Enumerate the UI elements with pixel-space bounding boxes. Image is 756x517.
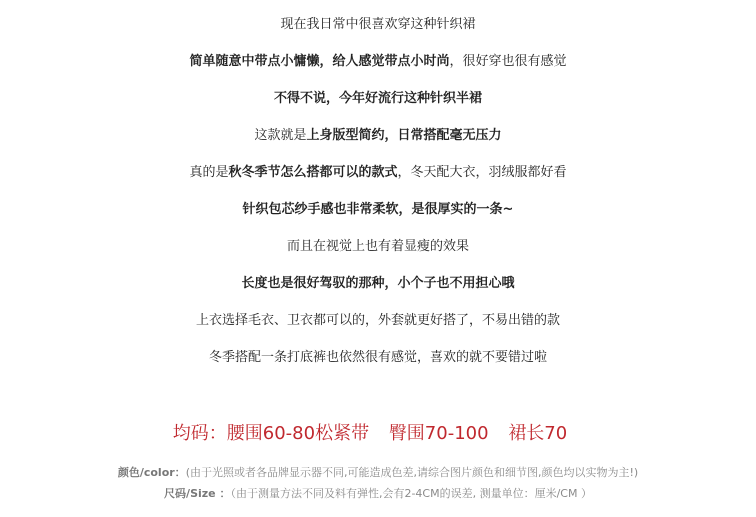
line-text: 现在我日常中很喜欢穿这种针织裙 [280, 17, 476, 32]
line-text: 上衣选择毛衣、卫衣都可以的，外套就更好搭了，不易出错的款 [195, 313, 560, 328]
line-text: 这款就是 [254, 128, 307, 143]
description-line [0, 126, 756, 146]
line-text-bold: 不得不说，今年好流行这种针织半裙 [273, 91, 482, 106]
line-text: 真的是 [189, 165, 229, 180]
color-note-label: 颜色/color： [117, 466, 186, 479]
line-text-bold: 简单随意中带点小慵懒，给人感觉带点小时尚 [189, 54, 450, 69]
line-text: 冬季搭配一条打底裤也依然很有感觉，喜欢的就不要错过啦 [208, 350, 547, 365]
description-line [0, 89, 756, 109]
description-line [0, 237, 756, 257]
description-line [0, 348, 756, 368]
description-line [0, 274, 756, 294]
size-note [0, 486, 756, 502]
size-note-label: 尺码/Size ： [164, 487, 231, 500]
size-waist: 均码：腰围60-80松紧带 [172, 423, 370, 444]
line-text: ，很好穿也很有感觉 [449, 54, 567, 69]
size-length: 裙长70 [508, 423, 568, 444]
description-line [0, 52, 756, 72]
line-text-bold: 上身版型简约，日常搭配毫无压力 [306, 128, 502, 143]
line-text-bold: 秋冬季节怎么搭都可以的款式 [228, 165, 398, 180]
description-line [0, 163, 756, 183]
line-text-bold: 针织包芯纱手感也非常柔软，是很厚实的一条~ [242, 202, 514, 217]
size-info [0, 421, 740, 447]
description-line [0, 15, 756, 35]
color-note-text: (由于光照或者各品牌显示器不同,可能造成色差,请综合图片颜色和细节图,颜色均以实物为主!) [185, 466, 639, 479]
size-hip: 臀围70-100 [388, 423, 489, 444]
line-text: 而且在视觉上也有着显瘦的效果 [286, 239, 469, 254]
description-line [0, 200, 756, 220]
description-line [0, 311, 756, 331]
line-text-bold: 长度也是很好驾驭的那种，小个子也不用担心哦 [241, 276, 515, 291]
color-note [0, 465, 756, 481]
size-note-text: （由于测量方法不同及料有弹性,会有2-4CM的误差, 测量单位：厘米/CM ） [230, 487, 592, 500]
line-text: ，冬天配大衣，羽绒服都好看 [397, 165, 567, 180]
